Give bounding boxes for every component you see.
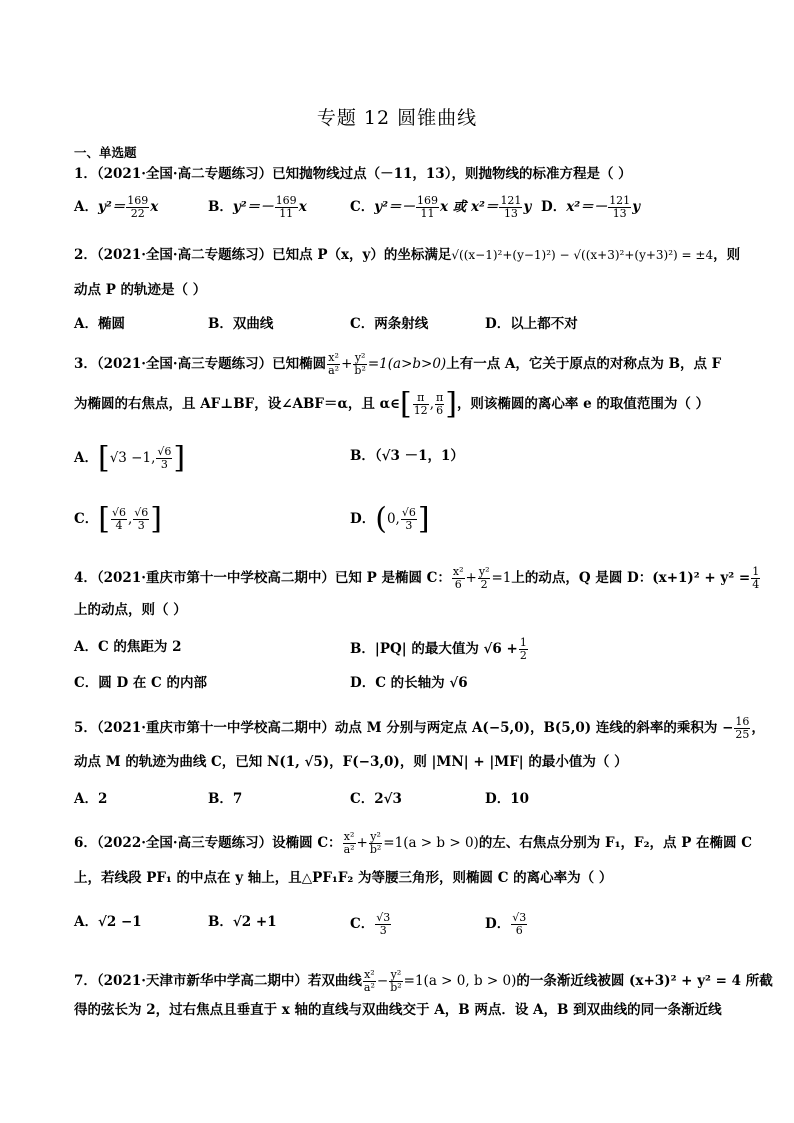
question-3-option-c: C．[ $\frac{√6}{4}$ , $\frac{√6}{3}$ ] — [74, 501, 163, 537]
question-6-option-b: B．√2 +1 — [208, 914, 277, 930]
question-4-option-c: C．圆 D 在 C 的内部 — [74, 675, 207, 691]
question-2-option-d: D．以上都不对 — [485, 316, 578, 332]
question-6-option-a: A．√2 −1 — [74, 914, 142, 930]
question-5-option-d: D．10 — [485, 791, 529, 807]
question-2-option-a: A．椭圆 — [74, 316, 125, 332]
question-6-stem: 6．（2022·全国·高三专题练习）设椭圆 C： $\frac{\text{x²}}{\text{a²}}$ + $\frac{\text{y²}}{\text{b²}}$ =1(a > b > 0)的左、右焦点分别为 F₁，F₂，点 P 在椭圆 C — [74, 830, 753, 856]
question-3-stem: 3．（2021·全国·高三专题练习）已知椭圆 $\frac{\text{x²}}{\text{a²}}$ + $\frac{\text{y²}}{\text{b²}}$ =1(a>b>0)上有一点 A，它关于原点的对称点为 B，点 F — [74, 351, 722, 377]
question-1-stem: 1．（2021·全国·高二专题练习）已知抛物线过点（－11，13），则抛物线的标准方程是（ ） — [74, 166, 632, 182]
question-1-option-a: A．y²＝ $\frac{169}{22}$ x — [74, 194, 159, 220]
question-5-option-c: C．2√3 — [350, 791, 402, 807]
question-6-option-d: D． $\frac{√3}{6}$ — [485, 911, 527, 937]
question-5-option-a: A．2 — [74, 791, 108, 807]
question-3-option-b: B．（√3 －1，1） — [350, 448, 464, 464]
question-1-option-b: B．y²＝－ $\frac{169}{11}$ x — [208, 194, 307, 220]
question-4-option-b: B．|PQ| 的最大值为 √6 + $\frac{1}{2}$ — [350, 636, 527, 662]
question-3-option-a: A．[√3 −1, $\frac{√6}{3}$ ] — [74, 440, 186, 476]
page-title: 专题 12 圆锥曲线 — [316, 107, 478, 129]
question-7-stem: 7．（2021·天津市新华中学高二期中）若双曲线 $\frac{\text{x²}}{\text{a²}}$ − $\frac{\text{y²}}{\text{b²}}$ =1(a > 0, b > 0)的一条渐近线被圆 (x+3)² + y² = 4 所截 — [74, 968, 773, 994]
question-2-stem: 2．（2021·全国·高二专题练习）已知点 P（x，y）的坐标满足√((x−1)²+(y−1)²) − √((x+3)²+(y+3)²) = ±4，则 — [74, 247, 741, 263]
question-5-stem: 5．（2021·重庆市第十一中学校高二期中）动点 M 分别与两定点 A(−5,0)，B(5,0) 连线的斜率的乘积为 − $\frac{16}{25}$ ， — [74, 715, 765, 741]
question-6-stem-cont: 上，若线段 PF₁ 的中点在 y 轴上，且△PF₁F₂ 为等腰三角形，则椭圆 C 的离心率为（ ） — [74, 870, 613, 886]
question-1-option-d: D．x²＝－ $\frac{121}{13}$ y — [541, 194, 641, 220]
question-4-option-a: A．C 的焦距为 2 — [74, 639, 182, 655]
section-heading: 一、单选题 — [74, 145, 137, 160]
question-2-option-b: B．双曲线 — [208, 316, 274, 332]
question-3-option-d: D．(0, $\frac{√6}{3}$ ] — [350, 501, 430, 537]
question-4-stem-cont: 上的动点，则（ ） — [74, 602, 187, 618]
question-7-stem-cont: 得的弦长为 2，过右焦点且垂直于 x 轴的直线与双曲线交于 A，B 两点．设 A，B 到双曲线的同一条渐近线 — [74, 1002, 722, 1018]
question-3-stem-cont: 为椭圆的右焦点，且 AF⊥BF，设∠ABF＝α，且 α∈[ $\frac{\pi}{12}$ , $\frac{\pi}{6}$ ]，则该椭圆的离心率 e 的取值范围为（ ） — [74, 386, 710, 422]
question-1-option-c: C．y²＝－ $\frac{169}{11}$ x 或 x²＝ $\frac{121}{13}$ y — [350, 194, 532, 220]
question-2-option-c: C．两条射线 — [350, 316, 429, 332]
question-2-stem-cont: 动点 P 的轨迹是（ ） — [74, 282, 207, 298]
question-6-option-c: C． $\frac{√3}{3}$ — [350, 911, 391, 937]
question-5-option-b: B．7 — [208, 791, 243, 807]
question-4-stem: 4．（2021·重庆市第十一中学校高二期中）已知 P 是椭圆 C： $\frac{\text{x²}}{6}$ + $\frac{\text{y²}}{2}$ =1上的动点，Q 是圆 D：(x+1)² + y² = $\frac{1}{4}$ — [74, 565, 760, 591]
question-5-stem-cont: 动点 M 的轨迹为曲线 C，已知 N(1, √5)，F(−3,0)，则 |MN| + |MF| 的最小值为（ ） — [74, 754, 628, 770]
question-4-option-d: D．C 的长轴为 √6 — [350, 675, 468, 691]
